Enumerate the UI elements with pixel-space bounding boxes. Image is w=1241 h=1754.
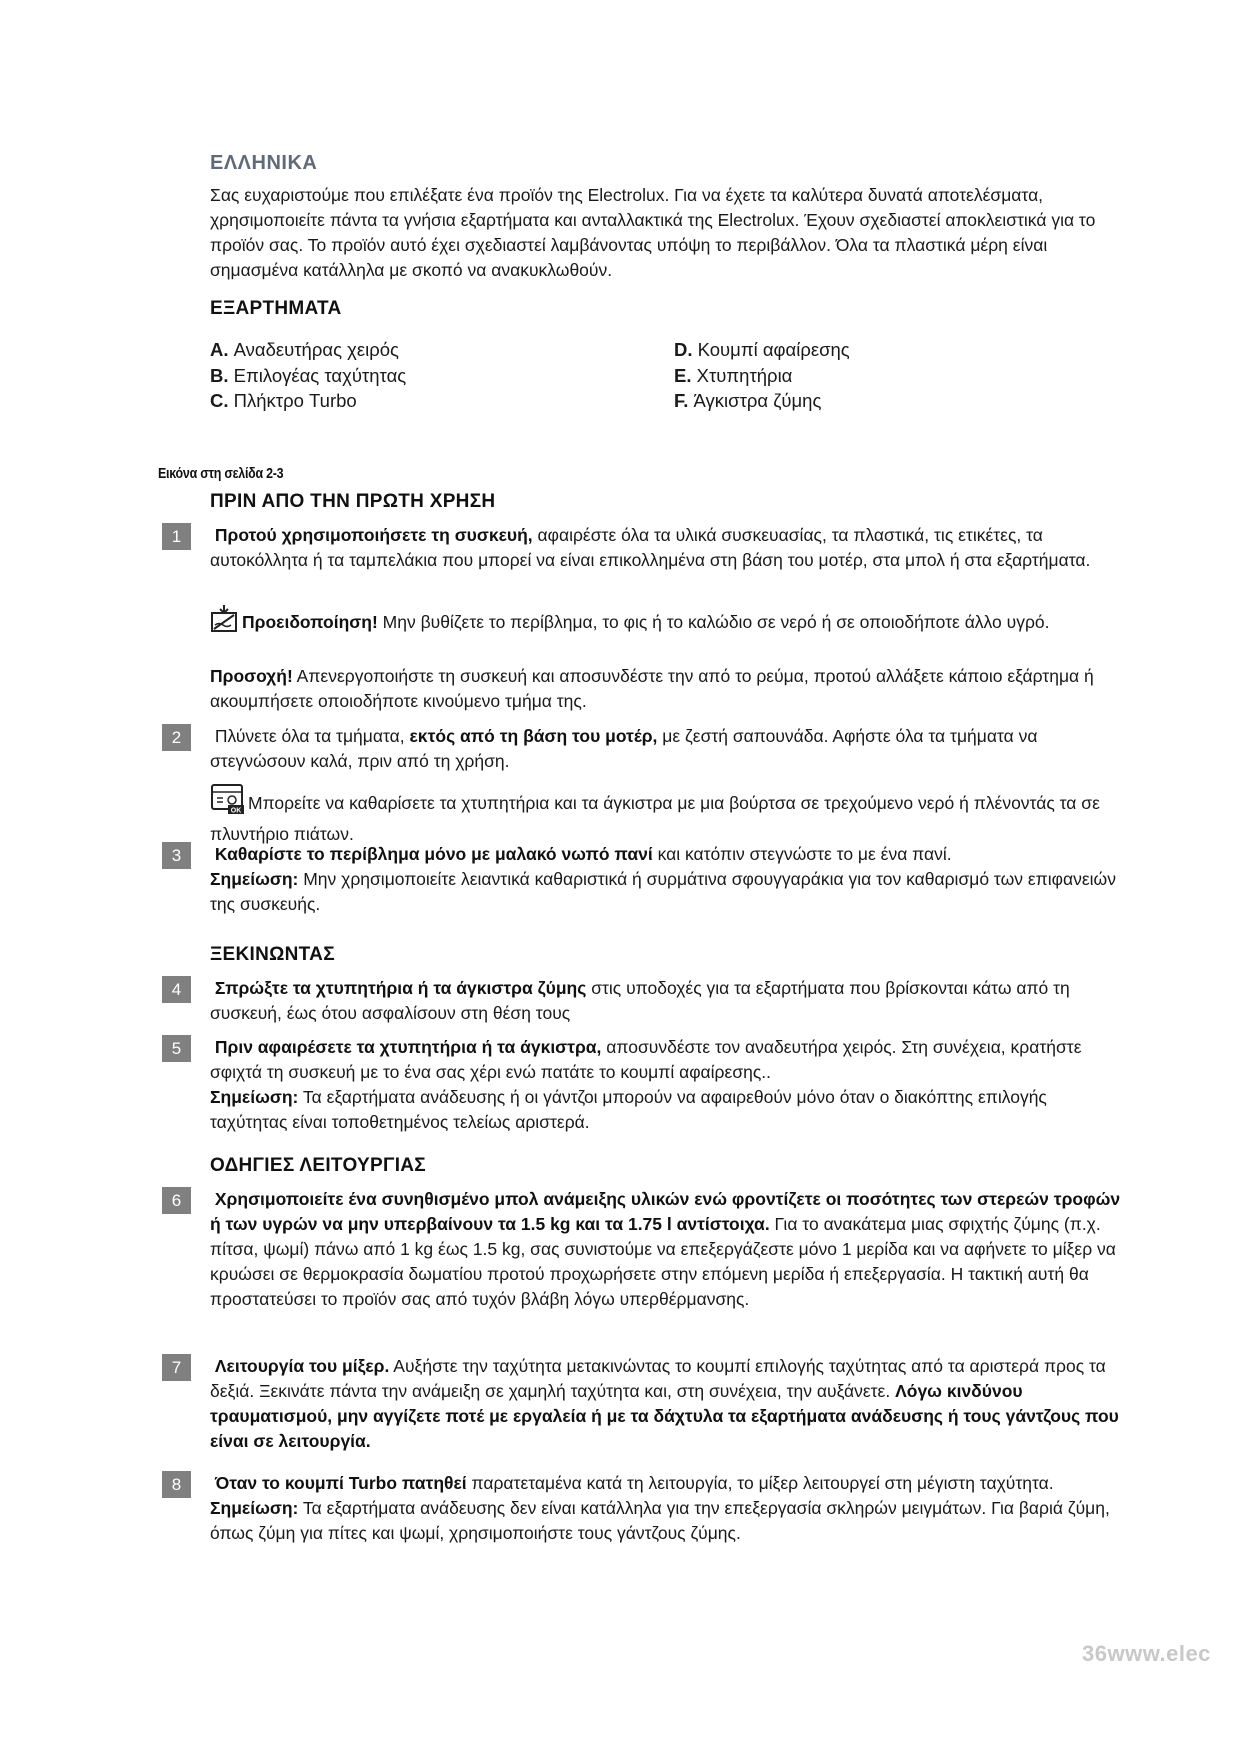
step-5-text: Πριν αφαιρέσετε τα χτυπητήρια ή τα άγκιστρα, αποσυνδέστε τον αναδευτήρα χειρός. Στη συνέχεια, κρατήστε σφιχτά τη συσκευή με το ένα σας χέρι ενώ πατάτε το κουμπί αφαίρεσης.. Σημείωση: Τα εξαρτήματα ανάδευσης ή οι γάντζοι μπορούν να αφαιρεθούν μόνο όταν ο διακόπτης επιλογής ταχύτητας είναι τοποθετημένος τελείως αριστερά. bbox=[210, 1037, 1082, 1132]
intro-paragraph: Σας ευχαριστούμε που επιλέξατε ένα προϊόν της Electrolux. Για να έχετε τα καλύτερα δυνατά αποτελέσματα, χρησιμοποιείτε πάντα τα γνήσια εξαρτήματα και ανταλλακτικά της Electrolux. Έχουν σχεδιαστεί αποκλειστικά για το προϊόν σας. Το προϊόν αυτό έχει σχεδιαστεί λαμβάνοντας υπόψη το περιβάλλον. Όλα τα πλαστικά μέρη είναι σημασμένα κατάλληλα με σκοπό να ανακυκλωθούν. bbox=[210, 185, 1096, 280]
step-2-text: Πλύνετε όλα τα τμήματα, εκτός από τη βάση του μοτέρ, με ζεστή σαπουνάδα. Αφήστε όλα τα τμήματα να στεγνώσουν καλά, πριν από τη χρήση. bbox=[210, 726, 1038, 771]
step-6-text: Χρησιμοποιείτε ένα συνηθισμένο μπολ ανάμειξης υλικών ενώ φροντίζετε οι ποσότητες των στερεών τροφών ή των υγρών να μην υπερβαίνουν τα 1.5 kg και τα 1.75 l αντίστοιχα. Για το ανακάτεμα μιας σφιχτής ζύμης (π.χ. πίτσα, ψωμί) πάνω από 1 kg έως 1.5 kg, σας συνιστούμε να επεξεργάζεστε μόνο 1 μερίδα και να αφήνετε το μίξερ να κρυώσει σε θερμοκρασία δωματίου προτού προχωρήσετε στην επόμενη μερίδα ή επεξεργασία. Η τακτική αυτή θα προστατεύσει το προϊόν σας από τυχόν βλάβη λόγω υπερθέρμανσης. bbox=[210, 1189, 1121, 1309]
step-number-3: 3 bbox=[162, 842, 191, 869]
accessory-item: F. Άγκιστρα ζύμης bbox=[674, 390, 822, 411]
accessories-left-column bbox=[210, 337, 610, 414]
step-4-text: Σπρώξτε τα χτυπητήρια ή τα άγκιστρα ζύμης στις υποδοχές για τα εξαρτήματα που βρίσκονται κάτω από τη συσκευή, έως ότου ασφαλίσουν στη θέση τους bbox=[210, 978, 1070, 1023]
accessory-item: E. Χτυπητήρια bbox=[674, 364, 793, 386]
no-immerse-warning-icon bbox=[210, 604, 240, 641]
before-first-use-heading: ΠΡΙΝ ΑΠΟ ΤΗΝ ΠΡΩΤΗ ΧΡΗΣΗ bbox=[210, 491, 496, 512]
figure-reference: Εικόνα στη σελίδα 2-3 bbox=[158, 466, 284, 482]
warning-note: Προειδοποίηση! Μην βυθίζετε το περίβλημα, το φις ή το καλώδιο σε νερό ή σε οποιοδήποτε άλλο υγρό. bbox=[210, 604, 1128, 641]
step-number-2: 2 bbox=[162, 724, 191, 751]
step-1-text: Προτού χρησιμοποιήσετε τη συσκευή, αφαιρέστε όλα τα υλικά συσκευασίας, τα πλαστικά, τις ετικέτες, τα αυτοκόλλητα ή τα ταμπελάκια που μπορεί να είναι επικολλημένα στη βάση του μοτέρ, στα μπολ ή στα εξαρτήματα. bbox=[210, 525, 1091, 570]
page-number-watermark: 36www.elec bbox=[1082, 1641, 1211, 1666]
getting-started-heading: ΞΕΚΙΝΩΝΤΑΣ bbox=[210, 944, 335, 965]
accessory-item: D. Κουμπί αφαίρεσης bbox=[674, 339, 850, 360]
step-3-text: Καθαρίστε το περίβλημα μόνο με μαλακό νωπό πανί και κατόπιν στεγνώστε το με ένα πανί. Σημείωση: Μην χρησιμοποιείτε λειαντικά καθαριστικά ή συρμάτινα σφουγγαράκια για τον καθαρισμό των επιφανειών της συσκευής. bbox=[210, 844, 1116, 914]
accessories-heading: ΕΞΑΡΤΗΜΑΤΑ bbox=[210, 298, 342, 319]
operating-instructions-heading: ΟΔΗΓΙΕΣ ΛΕΙΤΟΥΡΓΙΑΣ bbox=[210, 1155, 426, 1176]
accessory-item: A. Αναδευτήρας χειρός bbox=[210, 339, 399, 360]
step-number-4: 4 bbox=[162, 976, 191, 1003]
step-number-1: 1 bbox=[162, 523, 191, 550]
step-number-8: 8 bbox=[162, 1471, 191, 1498]
step-7-text: Λειτουργία του μίξερ. Αυξήστε την ταχύτητα μετακινώντας το κουμπί επιλογής ταχύτητας από τα αριστερά προς τα δεξιά. Ξεκινάτε πάντα την ανάμειξη σε χαμηλή ταχύτητα και, στη συνέχεια, την αυξάνετε. Λόγω κινδύνου τραυματισμού, μην αγγίζετε ποτέ με εργαλεία ή με τα δάχτυλα τα εξαρτήματα ανάδευσης ή τους γάντζους που είναι σε λειτουργία. bbox=[210, 1356, 1119, 1451]
accessories-right-column bbox=[674, 337, 1074, 414]
caution-note: Προσοχή! Απενεργοποιήστε τη συσκευή και αποσυνδέστε την από το ρεύμα, προτού αλλάξετε κάποιο εξάρτημα ή ακουμπήσετε οποιοδήποτε κινούμενο τμήμα της. bbox=[210, 666, 1094, 711]
step-number-5: 5 bbox=[162, 1035, 191, 1062]
dishwasher-safe-icon bbox=[210, 783, 246, 822]
step-8-text: Όταν το κουμπί Turbo πατηθεί παρατεταμένα κατά τη λειτουργία, το μίξερ λειτουργεί στη μέγιστη ταχύτητα. Σημείωση: Τα εξαρτήματα ανάδευσης δεν είναι κατάλληλα για την επεξεργασία σκληρών μειγμάτων. Για βαριά ζύμη, όπως ζύμη για πίτες και ψωμί, χρησιμοποιήστε τους γάντζους ζύμης. bbox=[210, 1473, 1110, 1543]
accessory-item: C. Πλήκτρο Turbo bbox=[210, 390, 357, 411]
dishwasher-note: OK Μπορείτε να καθαρίσετε τα χτυπητήρια και τα άγκιστρα με μια βούρτσα σε τρεχούμενο νερό ή πλένοντάς τα σε πλυντήριο πιάτων. bbox=[210, 783, 1128, 847]
dishwasher-ok-label: OK bbox=[230, 807, 242, 815]
accessory-item: B. Επιλογέας ταχύτητας bbox=[210, 364, 407, 386]
language-heading: ΕΛΛΗΝΙΚΑ bbox=[210, 152, 318, 174]
step-number-7: 7 bbox=[162, 1354, 191, 1381]
step-number-6: 6 bbox=[162, 1187, 191, 1214]
